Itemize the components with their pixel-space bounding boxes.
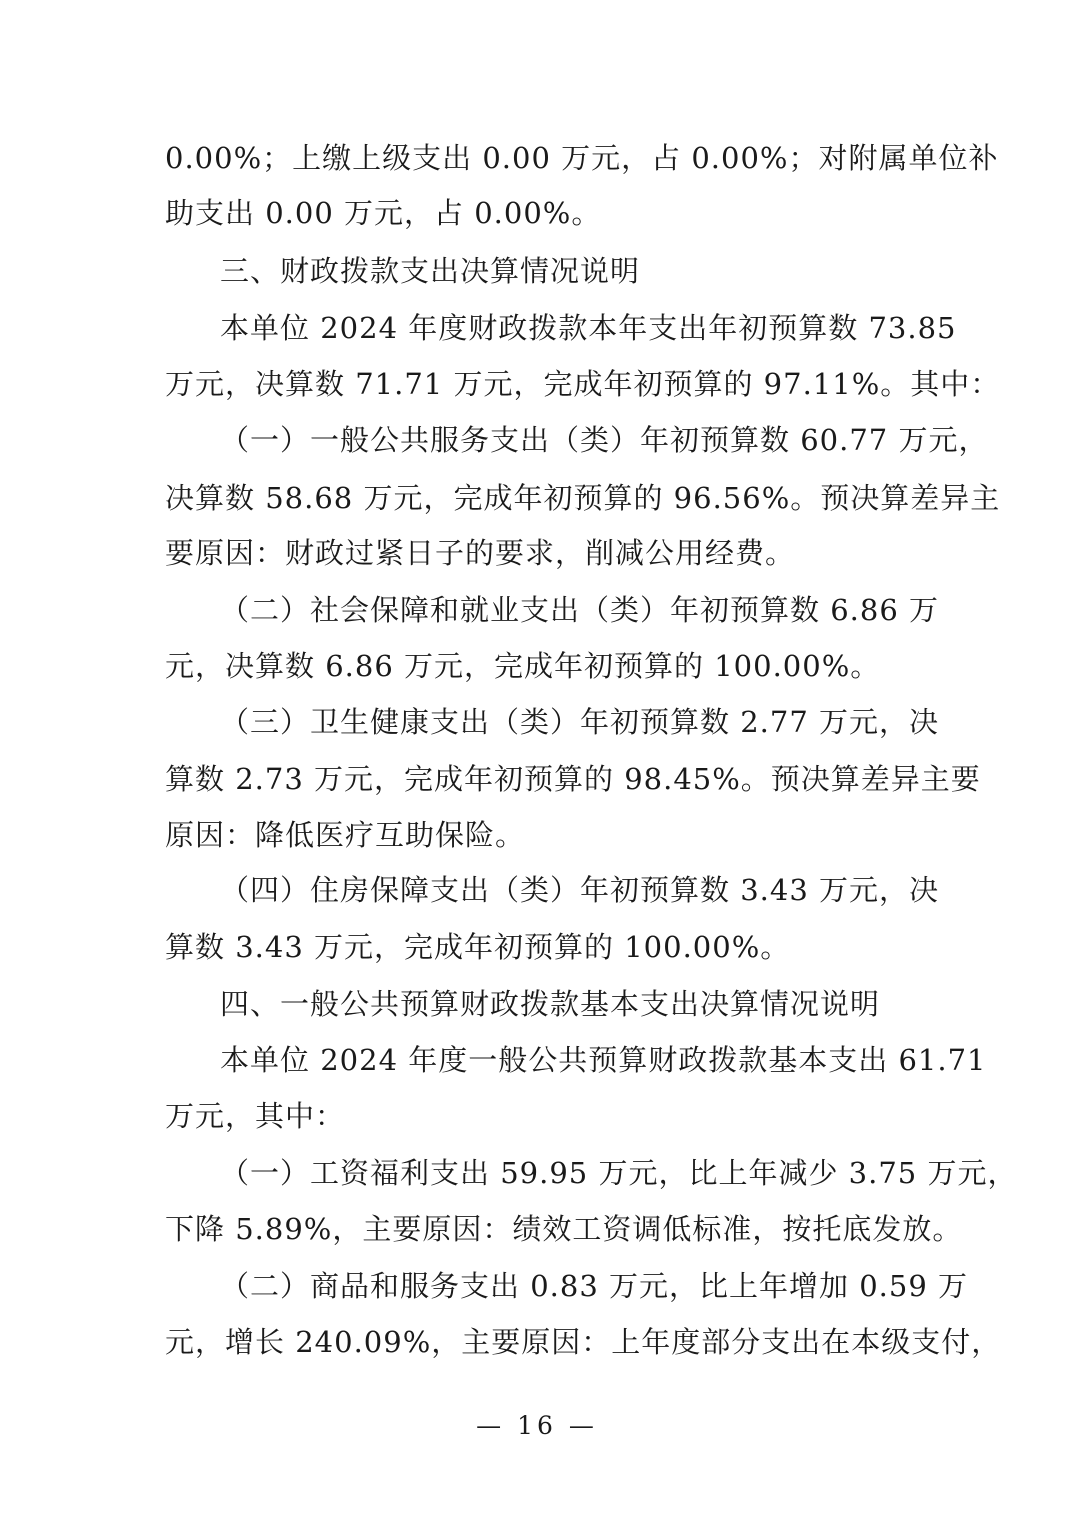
text-line: 要原因：财政过紧日子的要求，削减公用经费。 <box>165 536 796 570</box>
section-heading-4: 四、一般公共预算财政拨款基本支出决算情况说明 <box>220 987 881 1021</box>
text-line: （一）工资福利支出 59.95 万元，比上年减少 3.75 万元， <box>220 1156 1018 1190</box>
text-line: 元，增长 240.09%，主要原因：上年度部分支出在本级支付， <box>165 1325 1002 1359</box>
text-line: 算数 3.43 万元，完成年初预算的 100.00%。 <box>165 930 791 964</box>
page-number: — 16 — <box>476 1411 598 1440</box>
text-line: （四）住房保障支出（类）年初预算数 3.43 万元，决 <box>220 873 940 907</box>
section-heading-3: 三、财政拨款支出决算情况说明 <box>220 254 641 288</box>
text-line: 助支出 0.00 万元，占 0.00%。 <box>165 196 602 230</box>
text-line: 决算数 58.68 万元，完成年初预算的 96.56%。预决算差异主 <box>165 481 1001 515</box>
text-line: （一）一般公共服务支出（类）年初预算数 60.77 万元， <box>220 423 989 457</box>
text-line: 本单位 2024 年度一般公共预算财政拨款基本支出 61.71 <box>220 1043 987 1077</box>
text-line: 0.00%；上缴上级支出 0.00 万元，占 0.00%；对附属单位补 <box>165 141 999 175</box>
text-line: （二）商品和服务支出 0.83 万元，比上年增加 0.59 万 <box>220 1269 969 1303</box>
text-line: 万元，决算数 71.71 万元，完成年初预算的 97.11%。其中： <box>165 367 1001 401</box>
text-line: 算数 2.73 万元，完成年初预算的 98.45%。预决算差异主要 <box>165 762 981 796</box>
text-line: （二）社会保障和就业支出（类）年初预算数 6.86 万 <box>220 593 940 627</box>
text-line: 元，决算数 6.86 万元，完成年初预算的 100.00%。 <box>165 649 881 683</box>
text-line: （三）卫生健康支出（类）年初预算数 2.77 万元，决 <box>220 705 940 739</box>
text-line: 万元，其中： <box>165 1099 346 1133</box>
text-line: 本单位 2024 年度财政拨款本年支出年初预算数 73.85 <box>220 311 957 345</box>
text-line: 下降 5.89%，主要原因：绩效工资调低标准，按托底发放。 <box>165 1212 963 1246</box>
text-line: 原因：降低医疗互助保险。 <box>165 818 526 852</box>
